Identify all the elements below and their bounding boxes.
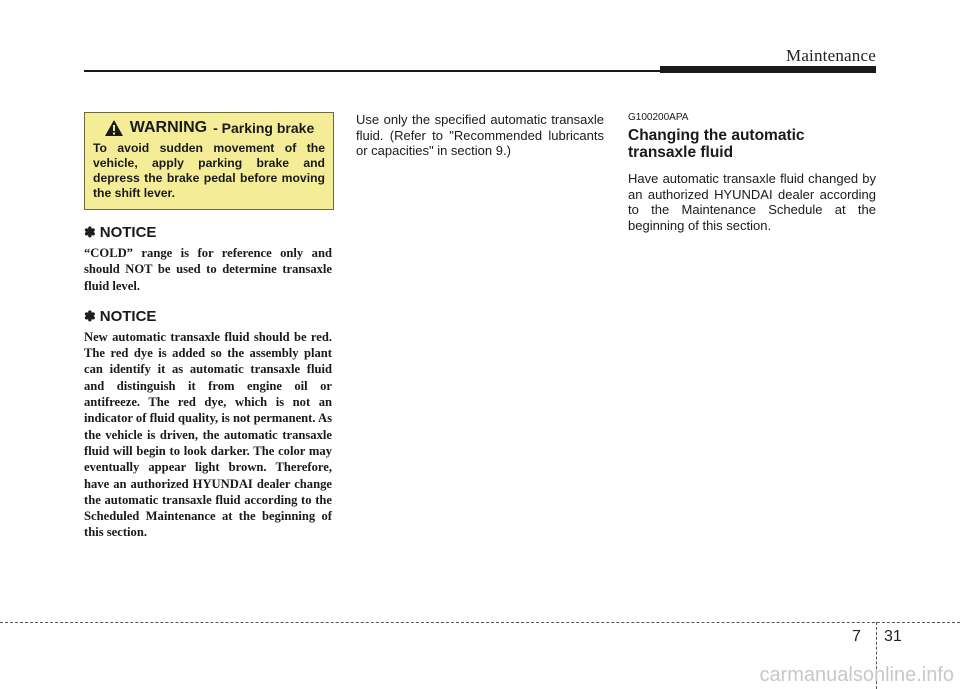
footer-rule	[0, 622, 960, 623]
notice-star-icon: ✽	[84, 307, 96, 324]
chapter-number: 7	[852, 628, 861, 645]
warning-header	[93, 119, 325, 137]
right-column	[628, 112, 876, 233]
left-column	[84, 112, 332, 541]
notice-star-icon: ✽	[84, 224, 96, 240]
section-title: Maintenance	[786, 46, 876, 65]
notice-heading	[84, 224, 332, 241]
warning-text: To avoid sudden movement of the vehicle, apply parking brake and depress the brake pedal before moving the shift lever.	[93, 141, 325, 200]
notice-label: NOTICE	[99, 224, 157, 241]
header-bar	[660, 66, 876, 73]
fluid-change-text: Have automatic transaxle fluid changed by an authorized HYUNDAI dealer according to the Maintenance Schedule at the beginning of this section.	[628, 171, 876, 233]
notice-label: NOTICE	[99, 307, 157, 325]
page-number: 31	[884, 628, 902, 645]
notice-text: New automatic transaxle fluid should be red. The red dye is added so the assembly plant can identify it as automatic transaxle fluid and distinguish it from engine oil or antifreeze. The red dye, which is not an indicator of fluid quality, is not permanent. As the vehicle is driven, the automatic transaxle fluid will begin to look darker. The color may eventually appear light brown. Therefore, have an authorized HYUNDAI dealer change the automatic transaxle fluid according to the Scheduled Maintenance at the beginning of this section.	[84, 329, 332, 540]
section-heading: Changing the automatic transaxle fluid	[628, 127, 805, 161]
warning-subtitle: - Parking brake	[213, 120, 315, 136]
header-rule	[84, 70, 660, 72]
notice-cold-range	[84, 224, 332, 294]
watermark: carmanualsonline.info	[759, 664, 954, 686]
notice-text: “COLD” range is for reference only and should NOT be used to determine transaxle fluid level.	[84, 246, 332, 293]
warning-triangle-icon	[104, 119, 124, 137]
fluid-spec-text: Use only the specified automatic transaxle fluid. (Refer to "Recommended lubricants or capacities" in section 9.)	[356, 112, 604, 159]
warning-title: WARNING	[129, 119, 208, 136]
section-code: G100200APA	[628, 112, 689, 123]
middle-column	[356, 112, 604, 159]
notice-heading	[84, 308, 332, 325]
notice-red-dye	[84, 308, 332, 541]
warning-box	[84, 112, 334, 210]
